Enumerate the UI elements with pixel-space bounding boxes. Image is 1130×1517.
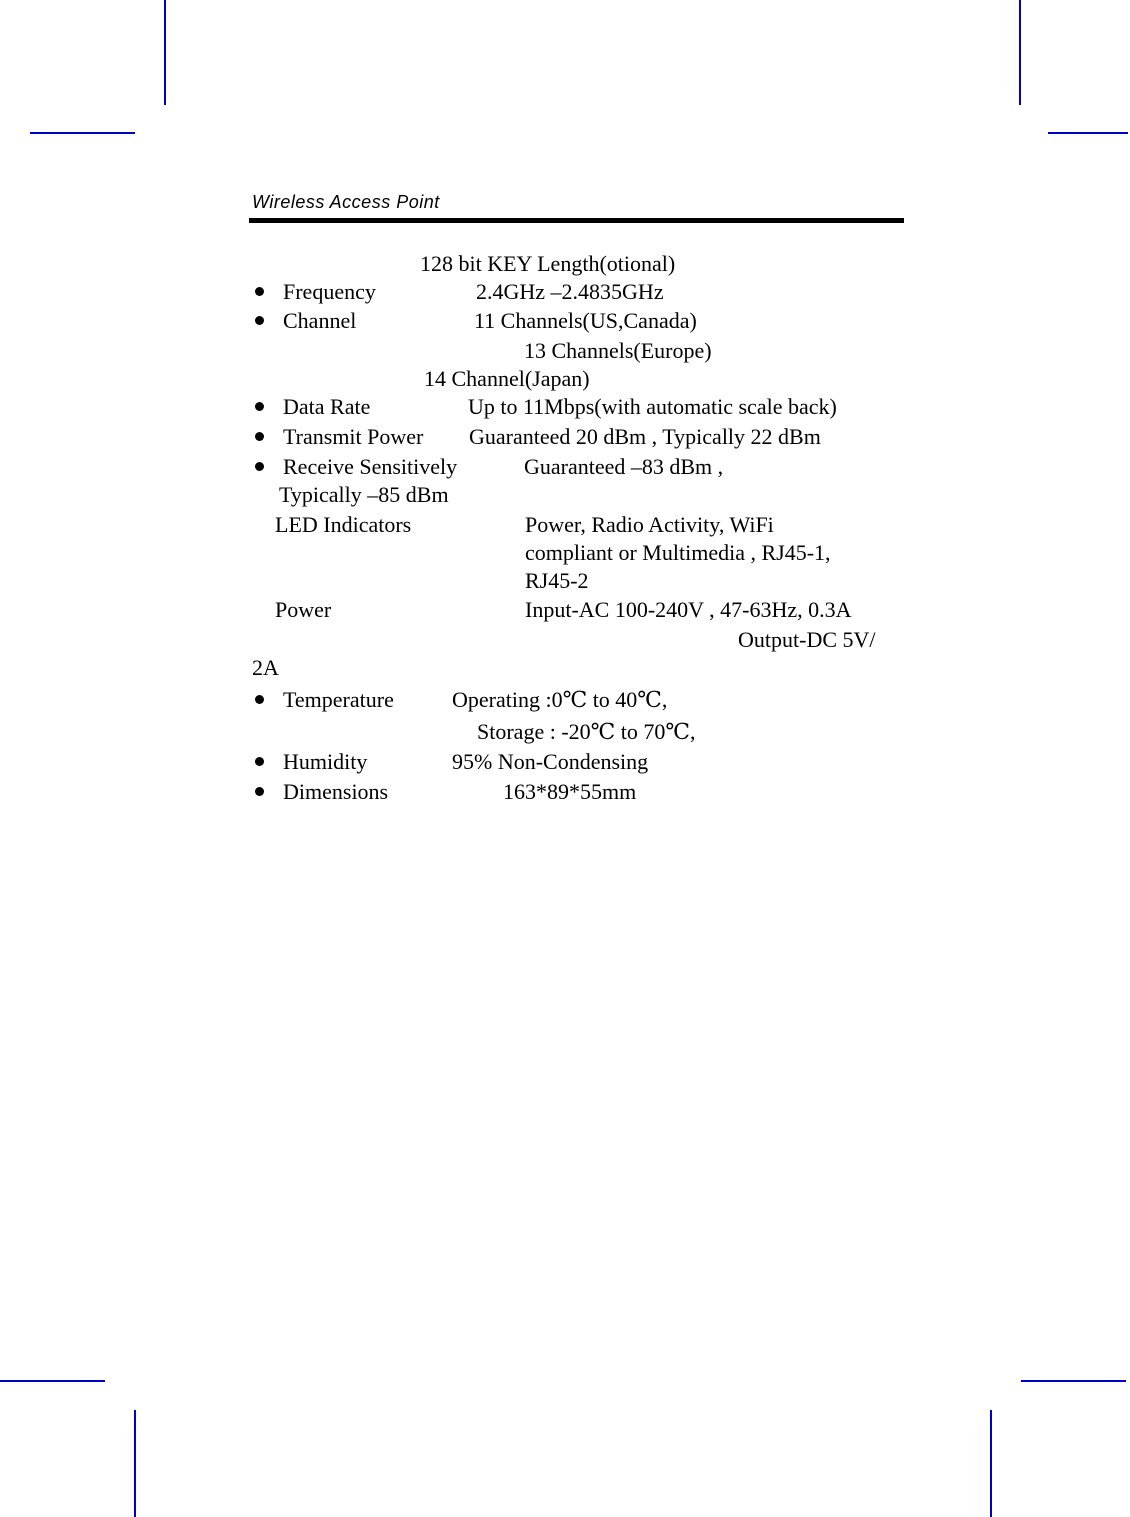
dimensions-value: 163*89*55mm — [503, 779, 637, 804]
power-label: Power — [275, 597, 332, 622]
led-indicators-line: Power, Radio Activity, WiFi — [525, 512, 774, 537]
key-length-text: 128 bit KEY Length(otional) — [420, 251, 676, 276]
bullet — [255, 316, 264, 325]
bullet — [255, 757, 264, 766]
led-indicators-line: RJ45-2 — [525, 568, 589, 593]
led-indicators-label: LED Indicators — [275, 512, 412, 537]
bullet — [255, 695, 264, 704]
data-rate-value: Up to 11Mbps(with automatic scale back) — [468, 394, 837, 419]
humidity-value: 95% Non-Condensing — [452, 749, 649, 774]
temperature-operating: Operating :0℃ to 40℃, — [452, 687, 668, 712]
crop-mark-bottom-left-vertical — [134, 1410, 136, 1517]
frequency-label: Frequency — [283, 279, 376, 304]
frequency-value: 2.4GHz –2.4835GHz — [476, 279, 664, 304]
data-rate-label: Data Rate — [283, 394, 371, 419]
crop-mark-top-right-vertical — [1019, 0, 1021, 105]
power-output: Output-DC 5V/ — [738, 627, 876, 652]
crop-mark-bottom-right-vertical — [990, 1410, 992, 1517]
channel-label: Channel — [283, 308, 357, 333]
power-input: Input-AC 100-240V , 47-63Hz, 0.3A — [525, 597, 852, 622]
receive-sensitivity-value: Guaranteed –83 dBm , — [524, 454, 724, 479]
channel-value-europe: 13 Channels(Europe) — [524, 338, 712, 363]
temperature-storage: Storage : -20℃ to 70℃, — [477, 719, 696, 744]
bullet — [255, 402, 264, 411]
bullet — [255, 287, 264, 296]
crop-mark-top-left-horizontal — [30, 132, 135, 134]
crop-mark-top-right-horizontal — [1048, 132, 1128, 134]
led-indicators-line: compliant or Multimedia , RJ45-1, — [525, 540, 831, 565]
crop-mark-bottom-right-horizontal — [1021, 1380, 1126, 1382]
crop-mark-top-left-vertical — [164, 0, 166, 105]
bullet — [255, 462, 264, 471]
humidity-label: Humidity — [283, 749, 368, 774]
crop-mark-bottom-left-horizontal — [0, 1380, 105, 1382]
header-rule — [249, 218, 904, 223]
channel-value-us: 11 Channels(US,Canada) — [474, 308, 697, 333]
receive-sensitivity-typical: Typically –85 dBm — [279, 482, 449, 507]
transmit-power-label: Transmit Power — [283, 424, 424, 449]
temperature-label: Temperature — [283, 687, 394, 712]
bullet — [255, 787, 264, 796]
header-title: Wireless Access Point — [252, 192, 440, 212]
receive-sensitivity-label: Receive Sensitively — [283, 454, 458, 479]
power-output-cont: 2A — [252, 655, 279, 680]
dimensions-label: Dimensions — [283, 779, 389, 804]
bullet — [255, 432, 264, 441]
transmit-power-value: Guaranteed 20 dBm , Typically 22 dBm — [469, 424, 821, 449]
channel-value-japan: 14 Channel(Japan) — [424, 366, 590, 391]
